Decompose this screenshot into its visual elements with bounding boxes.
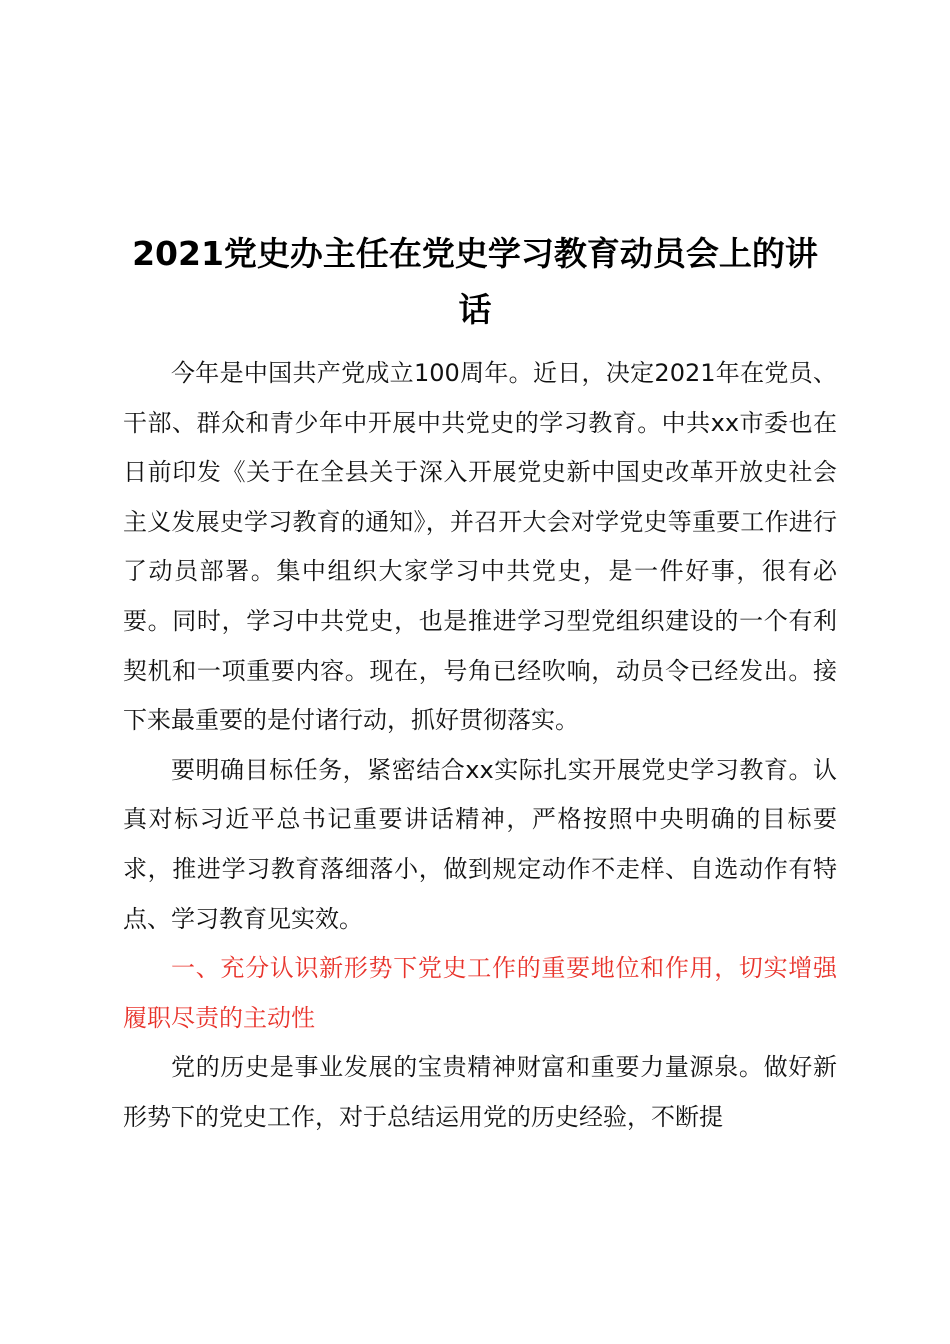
paragraph-goals: 要明确目标任务，紧密结合xx实际扎实开展党史学习教育。认真对标习近平总书记重要讲话精神，严格按照中央明确的目标要求，推进学习教育落细落小，做到规定动作不走样、自选动作有特点、学习教育见实效。 <box>123 755 837 933</box>
document-title: 2021党史办主任在党史学习教育动员会上的讲话 <box>132 234 818 329</box>
section-heading-1: 一、充分认识新形势下党史工作的重要地位和作用，切实增强履职尽责的主动性 <box>123 954 837 1032</box>
paragraph-history: 党的历史是事业发展的宝贵精神财富和重要力量源泉。做好新形势下的党史工作，对于总结运用党的历史经验，不断提 <box>123 1053 837 1131</box>
document-body <box>123 349 837 1143</box>
paragraph-intro: 今年是中国共产党成立100周年。近日，决定2021年在党员、干部、群众和青少年中开展中共党史的学习教育。中共xx市委也在日前印发《关于在全县关于深入开展党史新中国史改革开放史社会主义发展史学习教育的通知》，并召开大会对学党史等重要工作进行了动员部署。集中组织大家学习中共党史，是一件好事，很有必要。同时，学习中共党史，也是推进学习型党组织建设的一个有利契机和一项重要内容。现在，号角已经吹响，动员令已经发出。接下来最重要的是付诸行动，抓好贯彻落实。 <box>123 359 837 735</box>
